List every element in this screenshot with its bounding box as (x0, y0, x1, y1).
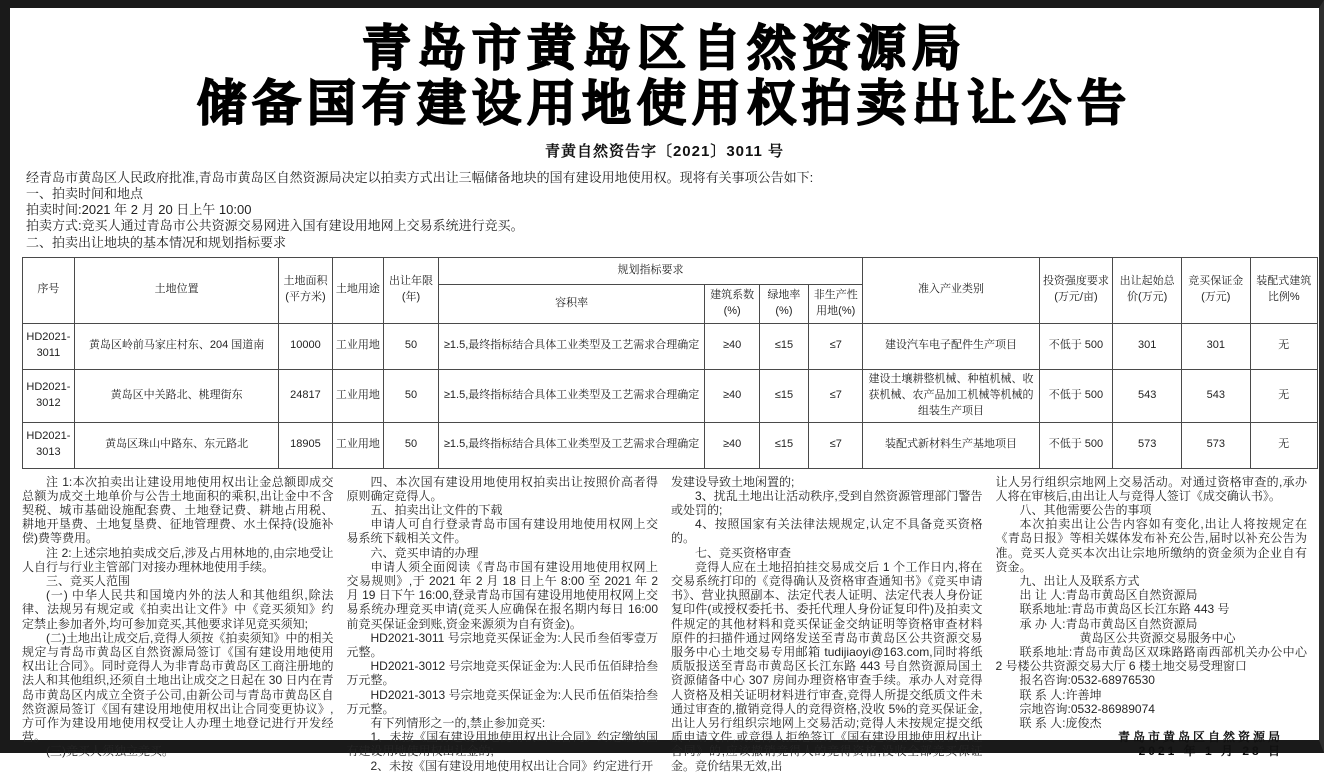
body-paragraph: 联系地址:青岛市黄岛区长江东路 443 号 (1019, 602, 1230, 617)
col-header-far: 容积率 (438, 284, 705, 323)
title-line-2: 储备国有建设用地使用权拍卖出让公告 (196, 77, 1132, 132)
body-paragraph: 联 系 人:庞俊杰 (1019, 716, 1102, 730)
body-paragraph: 竞得人应在土地招拍挂交易成交后 1 个工作日内,将在交易系统打印的《竞得确认及资格审查通知书》《竞买申请书》、营业执照副本、法定代表人证明、法定代表人身份证复印件(或授权委托书、委托代理人身份证复印件)及拍卖文件规定的其他材料和竞买保证金交纳证明等资格审查材料原件的扫描件通过网络发送至青岛市黄岛区公共资源交易服务中心土地交易专用邮箱 tudijiaoyi@163.com,同时将纸质版报送至青岛市黄岛区长江东路 443 号自然资源局国土资源储备中心 307 房间办理资格审查手续。承办人对竞得人资格及相关证明材料进行审查,竞得人所提交纸质文件未通过审查的,撤销竞得人的竞得资格,没收 5%的竞买保证金,出让人另行组织宗地网上交易活动;竞得人未按规定提交纸质申请文件,或竞得人拒绝签订《国有建设用地使用权出让合同》的,应该撤销竞得人的竞得资格,没收全部竞买保证金。竞价结果无效,出 (671, 559, 983, 773)
table-cell: 不低于 500 (1039, 369, 1113, 422)
table-cell: 301 (1181, 323, 1250, 369)
land-table-body (23, 323, 1318, 468)
intro-line: 拍卖方式:竞买人通过青岛市公共资源交易网进入国有建设用地网上交易系统进行竞买。 (26, 218, 524, 234)
body-paragraph: 报名咨询:0532-68976530 (1019, 673, 1155, 688)
body-columns (22, 475, 1307, 775)
body-paragraph: 四、本次国有建设用地使用权拍卖出让按照价高者得原则确定竞得人。 (346, 474, 658, 503)
table-cell: ≥40 (705, 422, 759, 468)
table-cell: HD2021-3013 (23, 422, 75, 468)
body-paragraph: 宗地咨询:0532-86989074 (1019, 701, 1155, 716)
table-cell: 543 (1113, 369, 1182, 422)
table-cell: ≤7 (809, 369, 863, 422)
col-header-planning-group: 规划指标要求 (438, 257, 863, 284)
table-cell: 不低于 500 (1039, 323, 1113, 369)
table-cell: ≤15 (759, 323, 808, 369)
body-column (996, 475, 1308, 775)
table-cell: 573 (1113, 422, 1182, 468)
col-header-invest: 投资强度要求(万元/亩) (1039, 257, 1113, 323)
table-cell: 无 (1250, 369, 1317, 422)
table-cell: ≥40 (705, 323, 759, 369)
body-paragraph: 九、出让人及联系方式 (1019, 573, 1140, 588)
table-cell: 建设汽车电子配件生产项目 (863, 323, 1039, 369)
body-paragraph: 承 办 人:青岛市黄岛区自然资源局 (1019, 616, 1198, 631)
body-paragraph: (一) 中华人民共和国境内外的法人和其他组织,除法律、法规另有规定或《拍卖出让文件》中《竞买须知》约定禁止参加者外,均可参加竞买,其他要求详见竞买须知; (22, 588, 334, 631)
body-paragraph: HD2021-3013 号宗地竞买保证金为:人民币伍佰柒拾叁万元整。 (346, 687, 658, 716)
table-cell: 装配式新材料生产基地项目 (863, 422, 1039, 468)
intro-line: 一、拍卖时间和地点 (26, 185, 144, 201)
body-paragraph: 1、未按《国有建设用地使用权出让合同》约定缴纳国有建设用地使用权出让金的; (346, 730, 658, 759)
intro-section (22, 170, 1307, 251)
col-header-industry: 准入产业类别 (863, 257, 1039, 323)
table-header (23, 257, 1318, 323)
body-paragraph: 发建设导致土地闲置的; (671, 474, 795, 489)
body-paragraph: 让人另行组织宗地网上交易活动。对通过资格审查的,承办人将在审核后,由出让人与竞得人签订《成交确认书》。 (995, 474, 1307, 503)
table-cell: 50 (384, 369, 438, 422)
col-header-term: 出让年限(年) (384, 257, 438, 323)
table-row (23, 369, 1318, 422)
table-cell: ≤15 (759, 422, 808, 468)
col-header-deposit: 竞买保证金(万元) (1181, 257, 1250, 323)
table-cell: 工业用地 (332, 369, 384, 422)
table-cell: 301 (1113, 323, 1182, 369)
table-cell: ≥1.5,最终指标结合具体工业类型及工艺需求合理确定 (438, 422, 705, 468)
col-header-green: 绿地率(%) (759, 284, 808, 323)
body-paragraph: 有下列情形之一的,禁止参加竞买: (370, 716, 546, 730)
table-cell: 573 (1181, 422, 1250, 468)
intro-line: 拍卖时间:2021 年 2 月 20 日上午 10:00 (26, 202, 252, 218)
table-cell: 10000 (279, 323, 332, 369)
body-column (347, 475, 659, 775)
doc-number: 青黄自然资告字〔2021〕3011 号 (544, 142, 785, 160)
table-cell: 黄岛区中关路北、桃理街东 (74, 369, 279, 422)
land-table (22, 257, 1318, 469)
table-cell: ≥1.5,最终指标结合具体工业类型及工艺需求合理确定 (438, 369, 705, 422)
col-header-location: 土地位置 (74, 257, 279, 323)
table-cell: HD2021-3012 (23, 369, 75, 422)
table-cell: ≤15 (759, 369, 808, 422)
col-header-coverage: 建筑系数(%) (705, 284, 759, 323)
body-paragraph: (二)土地出让成交后,竞得人须按《拍卖须知》中的相关规定与青岛市黄岛区自然资源局签订《国有建设用地使用权出让合同》。同时竞得人为非青岛市黄岛区工商注册地的法人和其他组织,还须自土地出让成交之日起在 30 日内在青岛市黄岛区内成立全资子公司,由新公司与青岛市黄岛区自然资源局签订《国有建设用地使用权出让合同变更协议》,方可作为建设用地使用权受让人办理土地登记进行开发经营。 (22, 630, 334, 745)
table-cell: 工业用地 (332, 422, 384, 468)
table-cell: ≤7 (809, 422, 863, 468)
table-cell: 建设土壤耕整机械、种植机械、收获机械、农产品加工机械等机械的组装生产项目 (863, 369, 1039, 422)
table-cell: HD2021-3011 (23, 323, 75, 369)
title-line-1: 青岛市黄岛区自然资源局 (361, 22, 967, 76)
table-row (23, 422, 1318, 468)
table-cell: 24817 (279, 369, 332, 422)
table-cell: 50 (384, 422, 438, 468)
body-paragraph: 六、竞买申请的办理 (370, 545, 479, 560)
col-header-prefab: 装配式建筑比例% (1250, 257, 1317, 323)
table-cell: 无 (1250, 422, 1317, 468)
col-header-price: 出让起始总价(万元) (1113, 257, 1182, 323)
table-cell: ≥1.5,最终指标结合具体工业类型及工艺需求合理确定 (438, 323, 705, 369)
body-paragraph: 黄岛区公共资源交易服务中心 (1079, 630, 1236, 645)
table-cell: 50 (384, 323, 438, 369)
body-paragraph: 申请人须全面阅读《青岛市国有建设用地使用权网上交易规则》,于 2021 年 2 月 18 日上午 8:00 至 2021 年 2 月 19 日下午 16:00,登录青岛市国有建设用地使用权网上交易系统办理竞买申请(竞买人应确保在报名期内每日 16:00 前竞买保证金到账,资金来源须为自有资金)。 (346, 559, 658, 631)
body-column (671, 475, 983, 775)
col-header-seq: 序号 (23, 257, 75, 323)
body-paragraph: 八、其他需要公告的事项 (1019, 502, 1152, 517)
table-cell: 无 (1250, 323, 1317, 369)
body-paragraph: (三)竞买人须独立竞买。 (46, 744, 174, 759)
col-header-nonprod: 非生产性用地(%) (809, 284, 863, 323)
body-paragraph: 注 1:本次拍卖出让建设用地使用权出让金总额即成交总额为成交土地单价与公告土地面积的乘积,出让金中不含契税、城市基础设施配套费、土地登记费、耕地占用税、耕地开垦费、土地复垦费、征地管理费、水土保持(设施补偿)费等费用。 (22, 474, 334, 546)
body-paragraph: 2、未按《国有建设用地使用权出让合同》约定进行开 (370, 758, 654, 773)
body-column (22, 475, 334, 775)
table-cell: 不低于 500 (1039, 422, 1113, 468)
body-paragraph: 3、扰乱土地出让活动秩序,受到自然资源管理部门警告或处罚的; (671, 488, 983, 517)
body-paragraph: HD2021-3011 号宗地竞买保证金为:人民币叁佰零壹万元整。 (346, 630, 658, 659)
col-header-area: 土地面积(平方米) (279, 257, 332, 323)
body-paragraph: 联 系 人:许善坤 (1019, 687, 1102, 702)
signature-line: 青岛市黄岛区自然资源局 (1117, 730, 1283, 745)
table-row (23, 323, 1318, 369)
body-paragraph: 申请人可自行登录青岛市国有建设用地使用权网上交易系统下载相关文件。 (346, 517, 658, 546)
col-header-use: 土地用途 (332, 257, 384, 323)
body-paragraph: 七、竞买资格审查 (695, 545, 792, 560)
signature-line: 2021 年 1 月 28 日 (1138, 744, 1283, 759)
table-cell: 黄岛区岭前马家庄村东、204 国道南 (74, 323, 279, 369)
table-cell: 工业用地 (332, 323, 384, 369)
table-cell: ≥40 (705, 369, 759, 422)
body-paragraph: HD2021-3012 号宗地竞买保证金为:人民币伍佰肆拾叁万元整。 (346, 659, 658, 688)
intro-line: 经青岛市黄岛区人民政府批准,青岛市黄岛区自然资源局决定以拍卖方式出让三幅储备地块的国有建设用地使用权。现将有关事项公告如下: (26, 169, 814, 185)
body-paragraph: 联系地址:青岛市黄岛区双珠路路南西部机关办公中心 2 号楼公共资源交易大厅 6 楼土地交易受理窗口 (995, 644, 1307, 674)
body-paragraph: 4、按照国家有关法律法规规定,认定不具备竞买资格的。 (671, 517, 983, 546)
table-cell: 18905 (279, 422, 332, 468)
body-paragraph: 三、竞买人范围 (46, 573, 131, 588)
table-cell: 543 (1181, 369, 1250, 422)
table-cell: 黄岛区珠山中路东、东元路北 (74, 422, 279, 468)
body-paragraph: 五、拍卖出让文件的下载 (370, 502, 503, 517)
table-cell: ≤7 (809, 323, 863, 369)
announcement-title (22, 22, 1307, 133)
body-paragraph: 本次拍卖出让公告内容如有变化,出让人将按规定在《青岛日报》等相关媒体发布补充公告,届时以补充公告为准。竞买人竞买本次出让宗地所缴纳的资金须为企业自有资金。 (995, 517, 1307, 574)
body-paragraph: 注 2:上述宗地拍卖成交后,涉及占用林地的,由宗地受让人自行与行业主管部门对接办理林地使用手续。 (22, 545, 334, 574)
intro-line: 二、拍卖出让地块的基本情况和规划指标要求 (26, 234, 287, 250)
body-paragraph: 出 让 人:青岛市黄岛区自然资源局 (1019, 588, 1198, 603)
